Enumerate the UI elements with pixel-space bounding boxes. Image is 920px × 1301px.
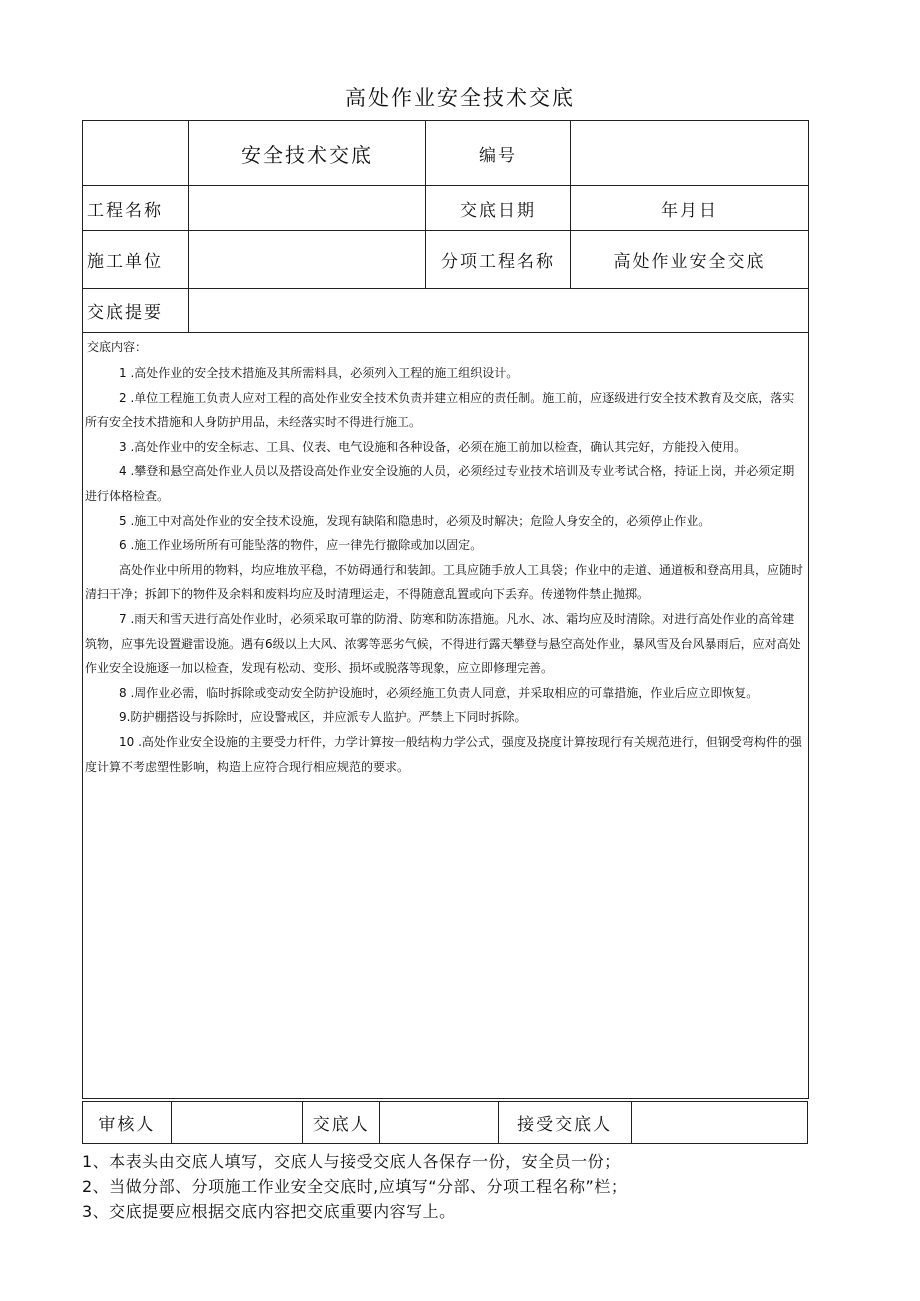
content-paragraph: 5 .施工中对高处作业的安全技术设施，发现有缺陷和隐患时，必须及时解决；危险人身安全的，必须停止作业。 <box>119 513 711 528</box>
presenter-field[interactable] <box>380 1102 499 1143</box>
notes-section <box>82 1149 822 1224</box>
project-name-label: 工程名称 <box>83 186 189 231</box>
number-label: 编号 <box>426 121 571 186</box>
disclosure-form <box>82 120 809 1099</box>
note-item: 2、当做分部、分项施工作业安全交底时,应填写“分部、分项工程名称”栏； <box>82 1177 628 1196</box>
document-title: 高处作业安全技术交底 <box>345 86 575 110</box>
construction-unit-label: 施工单位 <box>83 231 189 289</box>
content-paragraph: 3 .高处作业中的安全标志、工具、仪表、电气设施和各种设备，必须在施工前加以检查，确认其完好，方能投入使用。 <box>119 439 747 454</box>
date-label: 交底日期 <box>426 186 571 231</box>
content-paragraph: 10 .高处作业安全设施的主要受力杆件，力学计算按一般结构力学公式，强度及挠度计算按现行有关规范进行，但钢受弯构件的强度计算不考虑塑性影响，构造上应符合现行相应规范的要求。 <box>85 734 802 774</box>
content-paragraph: 7 .雨天和雪天进行高处作业时，必须采取可靠的防滑、防寒和防冻措施。凡水、冰、霜均应及时清除。对进行高处作业的高耸建筑物，应事先设置避雷设施。遇有6级以上大风、浓雾等恶劣气候，不得进行露天攀登与悬空高处作业，暴风雪及台风暴雨后，应对高处作业安全设施逐一加以检查，发现有松动、变形、损坏或脱落等现象，应立即修理完善。 <box>85 611 801 676</box>
content-paragraph: 8 .周作业必需，临时拆除或变动安全防护设施时，必须经施工负责人同意，并采取相应的可靠措施，作业后应立即恢复。 <box>119 685 759 700</box>
construction-unit-field[interactable] <box>189 231 426 289</box>
reviewer-field[interactable] <box>172 1102 304 1143</box>
summary-label: 交底提要 <box>83 289 189 333</box>
receiver-field[interactable] <box>632 1102 808 1143</box>
content-paragraph: 2 .单位工程施工负责人应对工程的高处作业安全技术负责并建立相应的责任制。施工前，应逐级进行安全技术教育及交底，落实所有安全技术措施和人身防护用品，未经落实时不得进行施工。 <box>85 390 795 430</box>
number-field[interactable] <box>571 121 809 186</box>
content-paragraph: 1 .高处作业的安全技术措施及其所需料具，必须列入工程的施工组织设计。 <box>119 366 519 380</box>
content-section <box>83 333 809 1099</box>
sub-project-field[interactable]: 高处作业安全交底 <box>571 231 809 289</box>
summary-field[interactable] <box>189 289 809 333</box>
presenter-label: 交底人 <box>303 1102 380 1143</box>
header-blank-cell <box>83 121 189 186</box>
date-field[interactable]: 年月日 <box>571 186 809 231</box>
signature-row <box>82 1101 808 1144</box>
content-paragraph: 6 .施工作业场所所有可能坠落的物件，应一律先行撤除或加以固定。 <box>119 538 483 553</box>
reviewer-label: 审核人 <box>83 1102 172 1143</box>
project-name-field[interactable] <box>189 186 426 231</box>
content-paragraph: 4 .攀登和悬空高处作业人员以及搭设高处作业安全设施的人员，必须经过专业技术培训及专业考试合格，持证上岗，并必须定期进行体格检查。 <box>85 464 795 503</box>
content-paragraph: 高处作业中所用的物料，均应堆放平稳，不妨碍通行和装卸。工具应随手放人工具袋；作业中的走道、通道板和登高用具，应随时清扫干净；拆卸下的物件及余料和废料均应及时清理运走，不得随意乱置或向下丢弃。传递物件禁止抛掷。 <box>85 562 804 602</box>
note-item: 1、本表头由交底人填写，交底人与接受交底人各保存一份，安全员一份； <box>82 1152 621 1171</box>
content-heading: 交底内容： <box>87 340 148 354</box>
header-main-label: 安全技术交底 <box>189 121 426 186</box>
receiver-label: 接受交底人 <box>499 1102 632 1143</box>
sub-project-label: 分项工程名称 <box>426 231 571 289</box>
content-paragraph: 9.防护棚搭设与拆除时，应设警戒区，并应派专人监护。严禁上下同时拆除。 <box>119 710 527 725</box>
note-item: 3、交底提要应根据交底内容把交底重要内容写上。 <box>82 1202 456 1221</box>
